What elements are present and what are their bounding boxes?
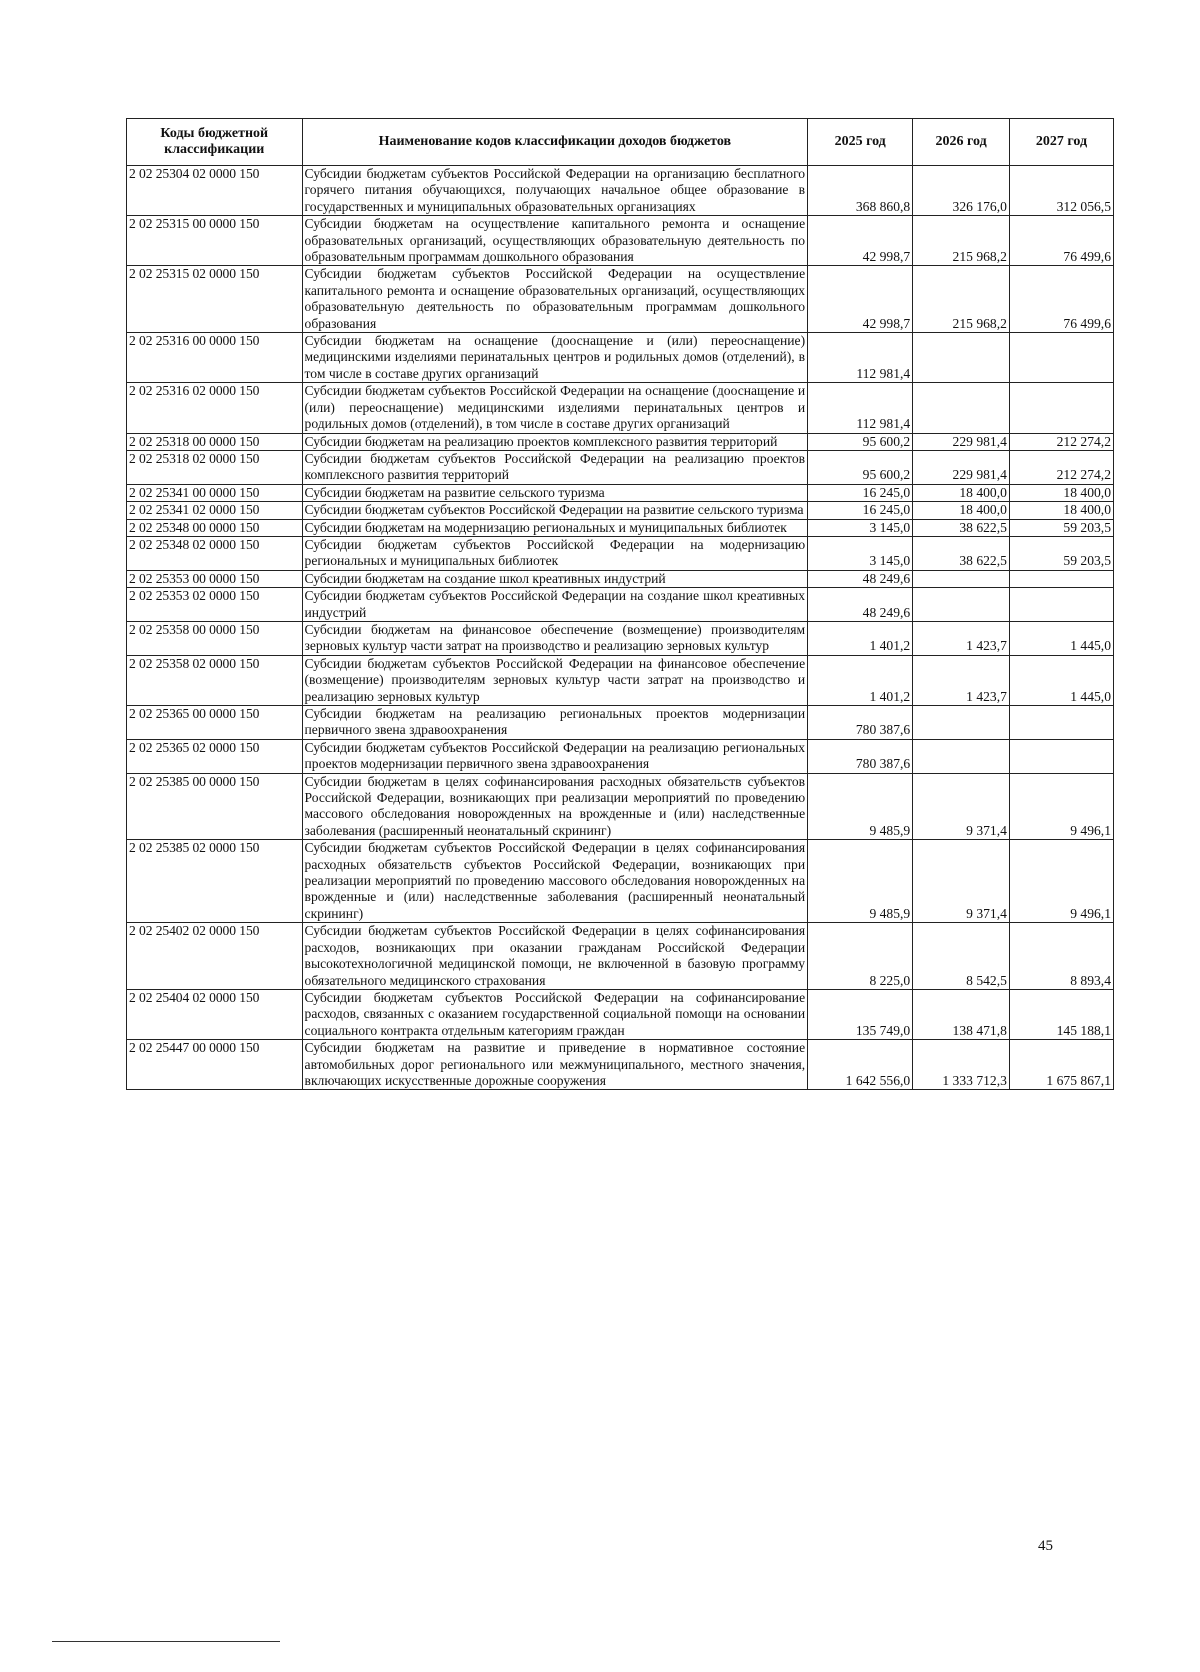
footnote-separator-line: [52, 1641, 280, 1642]
cell-name: Субсидии бюджетам субъектов Российской Федерации на осуществление капитального ремонта и оснащение образовательных организаций, осуществляющих образовательную деятельность по образовательным программам дошкольного образования: [302, 266, 808, 333]
cell-code: 2 02 25341 00 0000 150: [127, 484, 303, 501]
table-row: [127, 484, 1114, 501]
cell-name: Субсидии бюджетам на создание школ креативных индустрий: [302, 570, 808, 587]
cell-2027: 145 188,1: [1009, 989, 1113, 1039]
cell-name: Субсидии бюджетам субъектов Российской Федерации на создание школ креативных индустрий: [302, 588, 808, 622]
cell-2027: [1009, 706, 1113, 740]
cell-2025: 16 245,0: [808, 502, 913, 519]
cell-2025: 3 145,0: [808, 519, 913, 536]
cell-2026: 326 176,0: [913, 166, 1010, 216]
cell-2026: [913, 588, 1010, 622]
cell-name: Субсидии бюджетам на развитие и приведение в нормативное состояние автомобильных дорог регионального или межмуниципального, местного значения, включающих искусственные дорожные сооружения: [302, 1040, 808, 1090]
table-row: [127, 989, 1114, 1039]
table-row: [127, 433, 1114, 450]
cell-code: 2 02 25348 00 0000 150: [127, 519, 303, 536]
cell-2026: 229 981,4: [913, 450, 1010, 484]
cell-2026: 1 423,7: [913, 655, 1010, 705]
cell-2025: 368 860,8: [808, 166, 913, 216]
cell-2026: [913, 333, 1010, 383]
cell-name: Субсидии бюджетам на оснащение (дооснащение и (или) переоснащение) медицинскими изделиями перинатальных центров и родильных домов (отделений), в том числе в составе других организаций: [302, 333, 808, 383]
cell-name: Субсидии бюджетам субъектов Российской Федерации на модернизацию региональных и муниципальных библиотек: [302, 536, 808, 570]
cell-2026: 8 542,5: [913, 923, 1010, 990]
cell-code: 2 02 25315 02 0000 150: [127, 266, 303, 333]
table-row: [127, 266, 1114, 333]
cell-2027: 59 203,5: [1009, 519, 1113, 536]
cell-name: Субсидии бюджетам субъектов Российской Федерации на реализацию проектов комплексного развития территорий: [302, 450, 808, 484]
cell-name: Субсидии бюджетам на модернизацию региональных и муниципальных библиотек: [302, 519, 808, 536]
cell-2025: 16 245,0: [808, 484, 913, 501]
cell-2025: 1 401,2: [808, 655, 913, 705]
table-row: [127, 519, 1114, 536]
cell-code: 2 02 25316 02 0000 150: [127, 383, 303, 433]
cell-2026: 9 371,4: [913, 773, 1010, 840]
cell-2027: [1009, 739, 1113, 773]
cell-2026: 1 423,7: [913, 621, 1010, 655]
table-row: [127, 655, 1114, 705]
budget-table-sheet: [126, 118, 1114, 1090]
cell-name: Субсидии бюджетам субъектов Российской Федерации на реализацию региональных проектов модернизации первичного звена здравоохранения: [302, 739, 808, 773]
cell-2027: 9 496,1: [1009, 773, 1113, 840]
table-row: [127, 333, 1114, 383]
table-row: [127, 536, 1114, 570]
header-2027: 2027 год: [1009, 119, 1113, 166]
cell-name: Субсидии бюджетам субъектов Российской Федерации на финансовое обеспечение (возмещение) производителям зерновых культур части затрат на производство и реализацию зерновых культур: [302, 655, 808, 705]
cell-code: 2 02 25402 02 0000 150: [127, 923, 303, 990]
cell-2027: [1009, 333, 1113, 383]
cell-2027: 212 274,2: [1009, 433, 1113, 450]
cell-name: Субсидии бюджетам субъектов Российской Федерации на организацию бесплатного горячего питания обучающихся, получающих начальное общее образование в государственных и муниципальных образовательных организациях: [302, 166, 808, 216]
cell-name: Субсидии бюджетам субъектов Российской Федерации на софинансирование расходов, связанных с оказанием государственной социальной помощи на основании социального контракта отдельным категориям граждан: [302, 989, 808, 1039]
cell-code: 2 02 25358 02 0000 150: [127, 655, 303, 705]
cell-code: 2 02 25318 00 0000 150: [127, 433, 303, 450]
cell-2025: 8 225,0: [808, 923, 913, 990]
table-row: [127, 739, 1114, 773]
table-row: [127, 840, 1114, 923]
cell-2027: 8 893,4: [1009, 923, 1113, 990]
cell-2027: 1 675 867,1: [1009, 1040, 1113, 1090]
cell-2025: 9 485,9: [808, 840, 913, 923]
cell-2026: [913, 706, 1010, 740]
cell-code: 2 02 25318 02 0000 150: [127, 450, 303, 484]
budget-revenue-table: [126, 118, 1114, 1090]
cell-2025: 135 749,0: [808, 989, 913, 1039]
header-code: Коды бюджетной классификации: [127, 119, 303, 166]
cell-2026: 215 968,2: [913, 266, 1010, 333]
cell-2026: 18 400,0: [913, 502, 1010, 519]
cell-2027: [1009, 588, 1113, 622]
table-row: [127, 216, 1114, 266]
cell-2025: 3 145,0: [808, 536, 913, 570]
cell-name: Субсидии бюджетам субъектов Российской Федерации в целях софинансирования расходов, возникающих при оказании гражданам Российской Федерации высокотехнологичной медицинской помощи, не включенной в базовую программу обязательного медицинского страхования: [302, 923, 808, 990]
cell-2025: 1 642 556,0: [808, 1040, 913, 1090]
cell-2027: 1 445,0: [1009, 621, 1113, 655]
table-row: [127, 450, 1114, 484]
table-row: [127, 588, 1114, 622]
cell-2025: 780 387,6: [808, 739, 913, 773]
cell-2027: [1009, 383, 1113, 433]
cell-2027: 1 445,0: [1009, 655, 1113, 705]
cell-code: 2 02 25304 02 0000 150: [127, 166, 303, 216]
table-row: [127, 773, 1114, 840]
cell-2025: 42 998,7: [808, 216, 913, 266]
cell-2025: 9 485,9: [808, 773, 913, 840]
table-row: [127, 383, 1114, 433]
cell-code: 2 02 25385 00 0000 150: [127, 773, 303, 840]
cell-2027: 9 496,1: [1009, 840, 1113, 923]
cell-code: 2 02 25447 00 0000 150: [127, 1040, 303, 1090]
cell-2026: 229 981,4: [913, 433, 1010, 450]
cell-2026: 138 471,8: [913, 989, 1010, 1039]
cell-2026: 9 371,4: [913, 840, 1010, 923]
table-row: [127, 166, 1114, 216]
table-row: [127, 706, 1114, 740]
header-name: Наименование кодов классификации доходов бюджетов: [302, 119, 808, 166]
table-row: [127, 923, 1114, 990]
cell-2025: 112 981,4: [808, 333, 913, 383]
cell-2026: 38 622,5: [913, 519, 1010, 536]
cell-2027: 212 274,2: [1009, 450, 1113, 484]
cell-2027: 76 499,6: [1009, 266, 1113, 333]
cell-2026: 215 968,2: [913, 216, 1010, 266]
cell-name: Субсидии бюджетам субъектов Российской Федерации на развитие сельского туризма: [302, 502, 808, 519]
cell-code: 2 02 25353 00 0000 150: [127, 570, 303, 587]
cell-2027: [1009, 570, 1113, 587]
cell-code: 2 02 25348 02 0000 150: [127, 536, 303, 570]
cell-code: 2 02 25385 02 0000 150: [127, 840, 303, 923]
cell-code: 2 02 25358 00 0000 150: [127, 621, 303, 655]
cell-name: Субсидии бюджетам субъектов Российской Федерации на оснащение (дооснащение и (или) переоснащение) медицинскими изделиями перинатальных центров и родильных домов (отделений), в том числе в составе других организаций: [302, 383, 808, 433]
cell-code: 2 02 25353 02 0000 150: [127, 588, 303, 622]
cell-name: Субсидии бюджетам субъектов Российской Федерации в целях софинансирования расходных обязательств субъектов Российской Федерации, возникающих при реализации мероприятий по проведению массового обследования новорожденных на врожденные и (или) наследственные заболевания (расширенный неонатальный скрининг): [302, 840, 808, 923]
cell-name: Субсидии бюджетам на финансовое обеспечение (возмещение) производителям зерновых культур части затрат на производство и реализацию зерновых культур: [302, 621, 808, 655]
cell-code: 2 02 25365 02 0000 150: [127, 739, 303, 773]
table-row: [127, 1040, 1114, 1090]
cell-name: Субсидии бюджетам на развитие сельского туризма: [302, 484, 808, 501]
cell-code: 2 02 25341 02 0000 150: [127, 502, 303, 519]
cell-2025: 48 249,6: [808, 570, 913, 587]
cell-2025: 112 981,4: [808, 383, 913, 433]
cell-2027: 18 400,0: [1009, 502, 1113, 519]
cell-2026: [913, 383, 1010, 433]
cell-2025: 780 387,6: [808, 706, 913, 740]
table-row: [127, 570, 1114, 587]
cell-name: Субсидии бюджетам на реализацию региональных проектов модернизации первичного звена здравоохранения: [302, 706, 808, 740]
cell-2025: 95 600,2: [808, 433, 913, 450]
cell-2025: 42 998,7: [808, 266, 913, 333]
cell-2027: 18 400,0: [1009, 484, 1113, 501]
header-2025: 2025 год: [808, 119, 913, 166]
cell-name: Субсидии бюджетам в целях софинансирования расходных обязательств субъектов Российской Федерации, возникающих при реализации мероприятий по проведению массового обследования новорожденных на врожденные и (или) наследственные заболевания (расширенный неонатальный скрининг): [302, 773, 808, 840]
header-2026: 2026 год: [913, 119, 1010, 166]
cell-code: 2 02 25316 00 0000 150: [127, 333, 303, 383]
cell-2026: [913, 739, 1010, 773]
page-number: 45: [1038, 1538, 1053, 1554]
table-header-row: [127, 119, 1114, 166]
table-row: [127, 502, 1114, 519]
cell-2026: 18 400,0: [913, 484, 1010, 501]
cell-2025: 95 600,2: [808, 450, 913, 484]
cell-2025: 1 401,2: [808, 621, 913, 655]
cell-2027: 59 203,5: [1009, 536, 1113, 570]
cell-code: 2 02 25404 02 0000 150: [127, 989, 303, 1039]
cell-name: Субсидии бюджетам на осуществление капитального ремонта и оснащение образовательных организаций, осуществляющих образовательную деятельность по образовательным программам дошкольного образования: [302, 216, 808, 266]
table-row: [127, 621, 1114, 655]
cell-2026: 1 333 712,3: [913, 1040, 1010, 1090]
cell-2025: 48 249,6: [808, 588, 913, 622]
cell-2027: 76 499,6: [1009, 216, 1113, 266]
cell-2026: 38 622,5: [913, 536, 1010, 570]
cell-2027: 312 056,5: [1009, 166, 1113, 216]
cell-name: Субсидии бюджетам на реализацию проектов комплексного развития территорий: [302, 433, 808, 450]
cell-code: 2 02 25365 00 0000 150: [127, 706, 303, 740]
cell-code: 2 02 25315 00 0000 150: [127, 216, 303, 266]
cell-2026: [913, 570, 1010, 587]
